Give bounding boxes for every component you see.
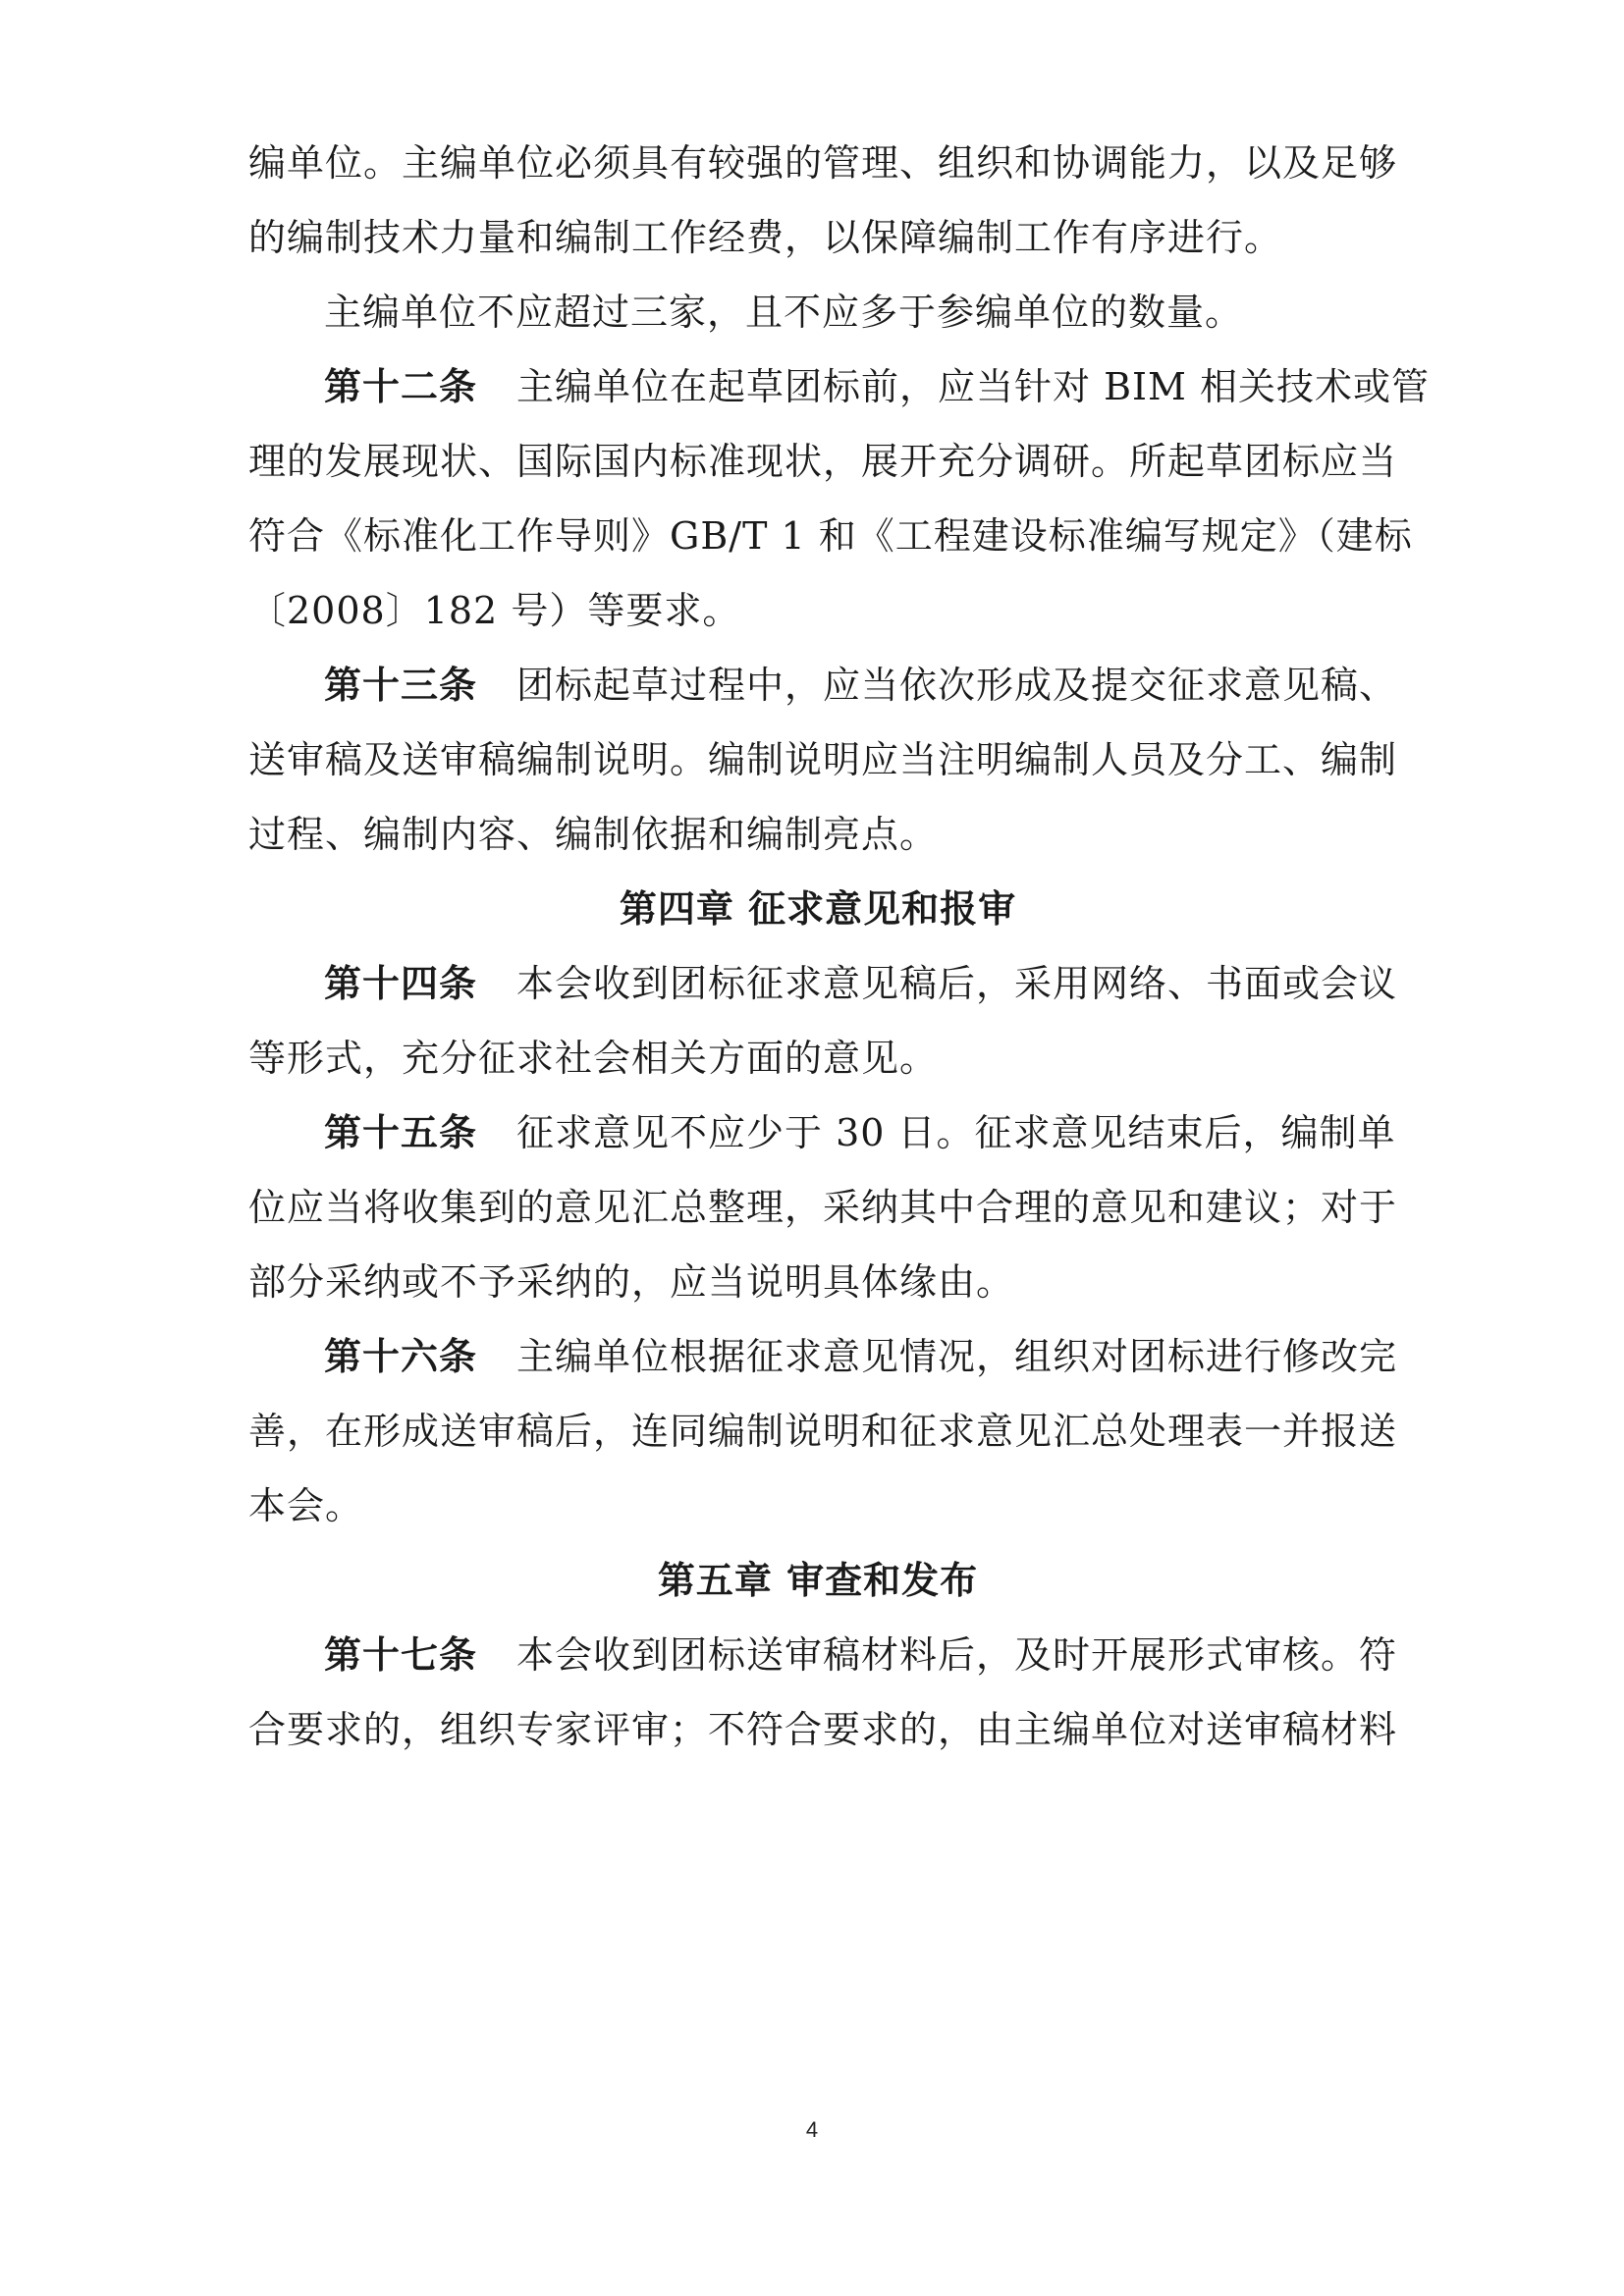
paragraph-line: 的编制技术力量和编制工作经费，以保障编制工作有序进行。 (248, 216, 1283, 259)
article-13-label: 第十三条 (324, 663, 478, 707)
page-number: 4 (805, 2117, 819, 2142)
article-15-label: 第十五条 (324, 1110, 478, 1154)
article-15-line: 部分采纳或不予采纳的，应当说明具体缘由。 (248, 1260, 1015, 1304)
article-14-line: 等形式，充分征求社会相关方面的意见。 (248, 1037, 939, 1080)
article-13-first-line (324, 662, 1398, 709)
article-17-line: 合要求的，组织专家评审；不符合要求的，由主编单位对送审稿材料 (248, 1708, 1398, 1751)
article-15-line: 位应当将收集到的意见汇总整理，采纳其中合理的意见和建议；对于 (248, 1186, 1398, 1229)
article-16-line: 善，在形成送审稿后，连同编制说明和征求意见汇总处理表一并报送 (248, 1410, 1398, 1453)
paragraph-line: 编单位。主编单位必须具有较强的管理、组织和协调能力，以及足够 (248, 141, 1398, 185)
article-16-text: 主编单位根据征求意见情况，组织对团标进行修改完 (516, 1335, 1398, 1378)
article-14-text: 本会收到团标征求意见稿后，采用网络、书面或会议 (516, 962, 1398, 1005)
article-15-text: 征求意见不应少于 30 日。征求意见结束后，编制单 (516, 1111, 1396, 1154)
chapter-5-heading: 第五章 审查和发布 (657, 1558, 979, 1602)
article-12-line: 符合《标准化工作导则》GB/T 1 和《工程建设标准编写规定》（建标 (248, 514, 1413, 558)
article-13-text: 团标起草过程中，应当依次形成及提交征求意见稿、 (516, 664, 1398, 707)
article-16-label: 第十六条 (324, 1334, 478, 1378)
article-14-first-line (324, 960, 1398, 1007)
chapter-4-heading: 第四章 征求意见和报审 (619, 886, 1017, 931)
article-12-first-line (324, 363, 1431, 410)
article-12-text: 主编单位在起草团标前，应当针对 BIM 相关技术或管 (516, 365, 1431, 408)
article-16-first-line (324, 1333, 1398, 1380)
article-13-line: 送审稿及送审稿编制说明。编制说明应当注明编制人员及分工、编制 (248, 738, 1398, 781)
article-14-label: 第十四条 (324, 961, 478, 1005)
article-13-line: 过程、编制内容、编制依据和编制亮点。 (248, 813, 939, 856)
article-16-line: 本会。 (248, 1484, 364, 1527)
article-12-line: 〔2008〕182 号）等要求。 (248, 589, 741, 632)
article-17-first-line (324, 1631, 1398, 1679)
paragraph-line: 主编单位不应超过三家，且不应多于参编单位的数量。 (324, 291, 1244, 334)
article-15-first-line (324, 1109, 1396, 1156)
article-12-label: 第十二条 (324, 364, 478, 408)
article-17-text: 本会收到团标送审稿材料后，及时开展形式审核。符 (516, 1633, 1398, 1677)
article-17-label: 第十七条 (324, 1632, 478, 1677)
article-12-line: 理的发展现状、国际国内标准现状，展开充分调研。所起草团标应当 (248, 440, 1398, 483)
